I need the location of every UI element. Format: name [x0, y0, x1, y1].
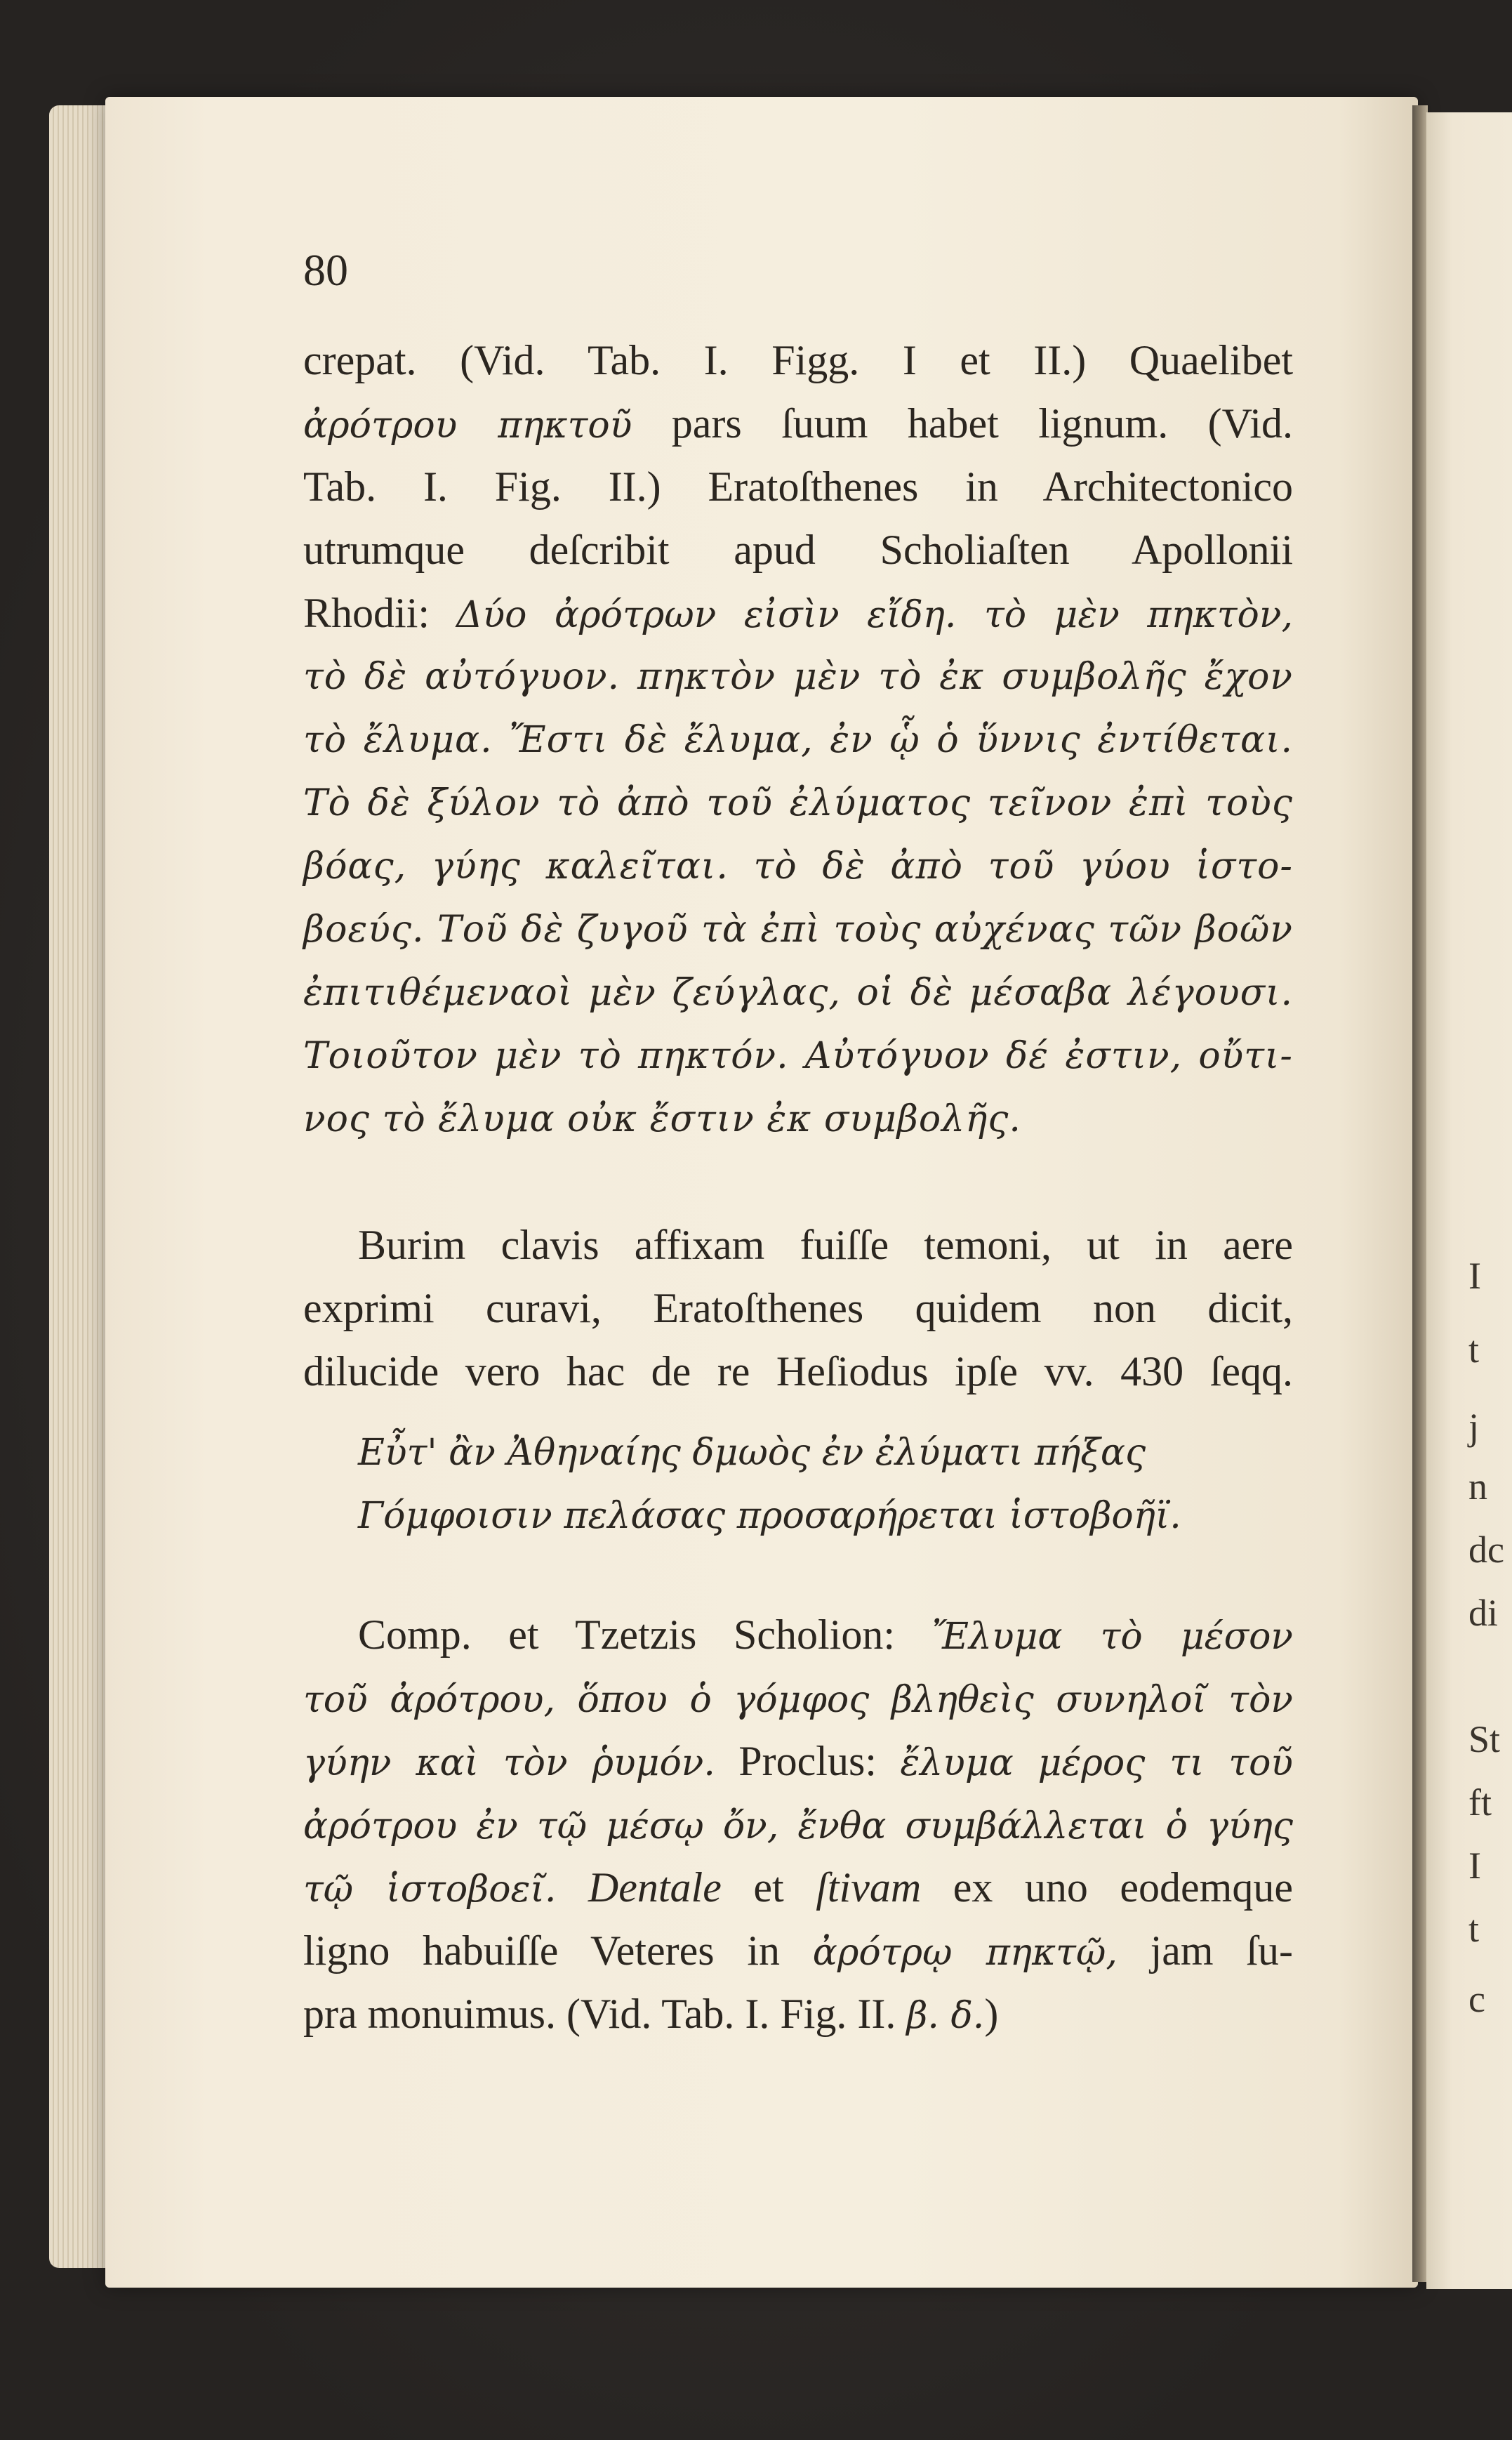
greek-text: ἀρότρου πηκτοῦ: [303, 404, 632, 447]
next-page-fragment: t: [1468, 1908, 1480, 1950]
latin-text: ex uno eodemque: [921, 1864, 1293, 1911]
text-line: utrumque deſcribit apud Scholiaſten Apollonii: [303, 527, 1293, 573]
text-line: crepat. (Vid. Tab. I. Figg. I et II.) Quaelibet: [303, 337, 1293, 383]
verse-line: Εὖτ' ἂν Ἀθηναίης δμωὸς ἐν ἐλύματι πήξας: [358, 1432, 1146, 1474]
next-page-fragment: I: [1468, 1845, 1481, 1887]
text-line: dilucide vero hac de re Heſiodus ipſe vv. 430 ſeqq.: [303, 1348, 1293, 1394]
text-line: exprimi curavi, Eratoſthenes quidem non dicit,: [303, 1285, 1293, 1331]
greek-text: Ἔλυμα τὸ μέσον: [931, 1616, 1293, 1658]
text-line: Tab. I. Fig. II.) Eratoſthenes in Architectonico: [303, 463, 1293, 510]
next-page-fragment: di: [1468, 1592, 1499, 1634]
next-page-fragment: n: [1468, 1465, 1487, 1508]
text-line: [303, 592, 1293, 634]
greek-text: β. δ.: [906, 1995, 985, 2037]
next-page-fragment: j: [1468, 1406, 1480, 1448]
page-number: 80: [303, 245, 348, 295]
text-line: [303, 1993, 1293, 2035]
text-line: [303, 1927, 1293, 1974]
greek-text: ἀρότρου ἐν τῷ μέσῳ ὄν, ἔνθα συμβάλλεται ὁ γύης: [303, 1805, 1293, 1847]
text-line: [303, 400, 1293, 447]
greek-text: τῷ ἱστοβοεῖ.: [303, 1868, 557, 1911]
book-gutter: [1412, 105, 1428, 2282]
next-page-fragment: dc: [1468, 1529, 1504, 1571]
latin-text: ): [984, 1991, 999, 2037]
latin-text: Rhodii:: [303, 590, 457, 636]
latin-text: et: [721, 1864, 816, 1911]
greek-line: τὸ ἔλυμα. Ἔστι δὲ ἔλυμα, ἐν ᾧ ὁ ὕννις ἐντίθεται.: [303, 719, 1293, 761]
greek-line: ἐπιτιθέμεναοὶ μὲν ζεύγλας, οἱ δὲ μέσαβα λέγουσι.: [303, 972, 1293, 1014]
greek-line: Τὸ δὲ ξύλον τὸ ἀπὸ τοῦ ἐλύματος τεῖνον ἐπὶ τοὺς: [303, 782, 1293, 824]
next-page-fragment: ft: [1468, 1781, 1492, 1824]
next-page-fragment: St: [1468, 1718, 1501, 1760]
greek-text: γύην καὶ τὸν ῥυμόν.: [303, 1742, 715, 1784]
next-page: [1426, 112, 1512, 2289]
greek-text: ἀρότρῳ πηκτῷ,: [812, 1932, 1118, 1974]
greek-text: Δύο ἀρότρων εἰσὶν εἴδη. τὸ μὲν πηκτὸν,: [456, 594, 1294, 636]
greek-line: νος τὸ ἔλυμα οὐκ ἔστιν ἐκ συμβολῆς.: [303, 1098, 1021, 1140]
greek-line: βόας, γύης καλεῖται. τὸ δὲ ἀπὸ τοῦ γύου ἱστο-: [303, 845, 1293, 888]
greek-text: ἔλυμα μέρος τι τοῦ: [900, 1742, 1293, 1784]
greek-line: Τοιοῦτον μὲν τὸ πηκτόν. Αὐτόγυον δέ ἐστιν, οὔτι-: [303, 1035, 1293, 1077]
text-line: [303, 1677, 1293, 1719]
text-line: Burim clavis affixam fuiſſe temoni, ut in aere: [358, 1222, 1293, 1268]
text-line: [358, 1611, 1293, 1658]
latin-text: jam ſu-: [1117, 1927, 1293, 1974]
latin-text: Proclus:: [715, 1738, 901, 1784]
next-page-fragment: t: [1468, 1328, 1480, 1371]
next-page-fragment: I: [1468, 1255, 1481, 1297]
next-page-fragment: c: [1468, 1978, 1485, 2020]
greek-text: τοῦ ἀρότρου, ὅπου ὁ γόμφος βληθεὶς συνηλοῖ τὸν: [303, 1679, 1293, 1721]
text-line: [303, 1864, 1293, 1911]
greek-line: βοεύς. Τοῦ δὲ ζυγοῦ τὰ ἐπὶ τοὺς αὐχένας τῶν βοῶν: [303, 909, 1293, 951]
latin-text: ligno habuiſſe Veteres in: [303, 1927, 813, 1974]
text-line: [303, 1803, 1293, 1845]
latin-text: pars ſuum habet lignum. (Vid.: [632, 400, 1293, 447]
text-line: [303, 1740, 1293, 1782]
verse-line: Γόμφοισιν πελάσας προσαρήρεται ἱστοβοῆϊ.: [358, 1495, 1181, 1537]
italic-term: ſtivam: [816, 1864, 922, 1911]
italic-term: Dentale: [556, 1864, 722, 1911]
latin-text: Comp. et Tzetzis Scholion:: [358, 1611, 932, 1658]
greek-line: τὸ δὲ αὐτόγυον. πηκτὸν μὲν τὸ ἐκ συμβολῆς ἔχον: [303, 656, 1293, 698]
latin-text: pra monuimus. (Vid. Tab. I. Fig. II.: [303, 1991, 907, 2037]
